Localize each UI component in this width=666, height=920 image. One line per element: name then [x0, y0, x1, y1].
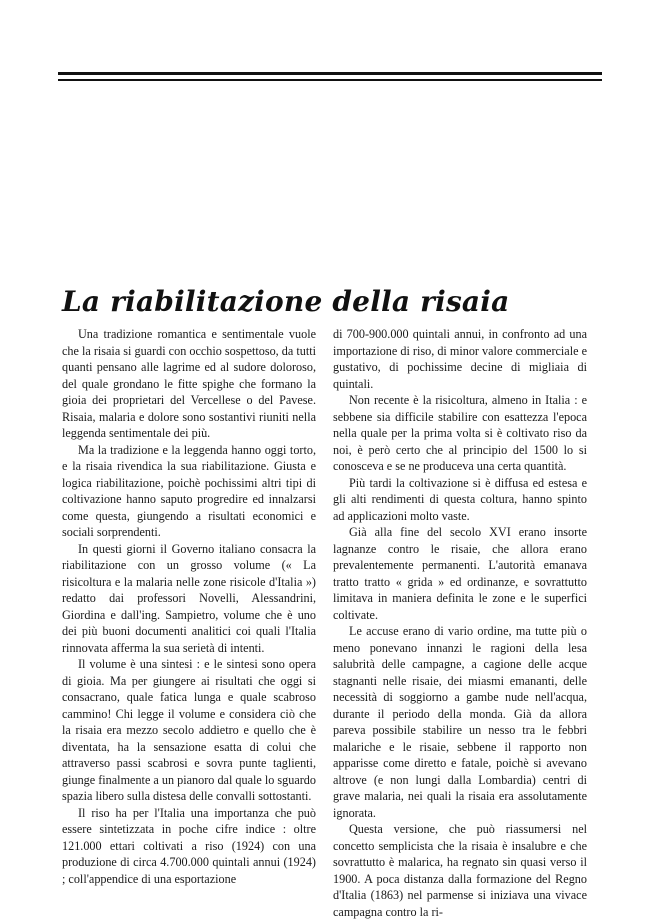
paragraph: Il riso ha per l'Italia una importanza che può essere sintetizzata in poche cifre indice : oltre 121.000 ettari coltivati a riso (1924) con una produzione di circa 4.700.000 quintali annui (1924) ; coll'appendice di una esportazione — [62, 805, 316, 886]
paragraph: Più tardi la coltivazione si è diffusa ed estesa e gli alti rendimenti di questa coltura, hanno spinto ad applicazioni molto vaste. — [333, 475, 587, 523]
paragraph: Ma la tradizione e la leggenda hanno oggi torto, e la risaia rivendica la sua riabilitazione. Giusta e logica riabilitazione, poichè pochissimi altri tipi di coltivazione hanno saputo progredire ed innalzarsi come questa, giungendo a risultati economici e sociali sorprendenti. — [62, 442, 316, 539]
paragraph: In questi giorni il Governo italiano consacra la riabilitazione con un grosso volume (« La risicoltura e la malaria nelle zone risicole d'Italia ») redatto dai professori Novelli, Alessandrini, Giordina e dall'ing. Sampietro, volume che è uno dei più buoni documenti analitici coi quali l'Italia rinnovata afferma la sua serietà di intenti. — [62, 541, 316, 655]
paragraph: Questa versione, che può riassumersi nel concetto semplicista che la risaia è insalubre e che sovrattutto è malarica, ha regnato sin quasi verso il 1900. A poca distanza dalla formazione del Regno d'Italia (1863) nel parmense si iniziava una vivace campagna contro la ri- — [333, 822, 587, 919]
header-rule-bottom — [58, 79, 602, 81]
paragraph: Le accuse erano di vario ordine, ma tutte più o meno ponevano innanzi le ragioni della lesa salubrità delle campagne, a cagione delle acque stagnanti nelle risaie, dei miasmi emananti, delle necessità di soggiorno a gambe nude nell'acqua, durante il periodo della monda. Già da allora pareva possibile stabilire un nesso tra le febbri malariche e le risaie, sebbene il rapporto non apparisse come diretto e fatale, poichè si avevano altrove (e non lungi dalla Lombardia) centri di grave malaria, nei quali la risaia era assolutamente ignorata. — [333, 624, 587, 820]
paragraph: di 700-900.000 quintali annui, in confronto ad una importazione di riso, di minor valore commerciale e gustativo, di pochissime decine di migliaia di quintali. — [333, 327, 587, 391]
article-column-left — [62, 326, 316, 887]
article-column-right — [333, 326, 587, 920]
paragraph: Già alla fine del secolo XVI erano insorte lagnanze contro le risaie, che allora erano prevalentemente permanenti. L'autorità emanava tratto tratto « grida » ed ordinanze, e sovrattutto limitava in maniera definita le zone e le superfici coltivate. — [333, 525, 587, 622]
article-title: La riabilitazione della risaia — [62, 284, 510, 318]
paragraph: Una tradizione romantica e sentimentale vuole che la risaia si guardi con occhio sospettoso, da tutti quanti pensano alle lagrime ed al sudore doloroso, del quale grondano le fitte spighe che formano la gioia dei proprietari del Vercellese o del Pavese. Risaia, malaria e dolore sono sostantivi riuniti nella leggenda sentimentale dei più. — [62, 327, 316, 440]
header-rule-top — [58, 72, 602, 75]
paragraph: Non recente è la risicoltura, almeno in Italia : e sebbene sia difficile stabilire con esattezza l'epoca nella quale per la prima volta si è coltivato riso da noi, è però certo che al principio del 1500 lo si conosceva e se ne produceva una certa quantità. — [333, 393, 587, 473]
paragraph: Il volume è una sintesi : e le sintesi sono opera di gioia. Ma per giungere ai risultati che oggi si consacrano, quale fatica lunga e quale scabroso cammino! Chi legge il volume e considera ciò che la risaia era mezzo secolo addietro e quello che è diventata, ha la sensazione esatta di colui che attraverso passi scabrosi e sovra punte taglienti, giunge finalmente a un pianoro dal quale lo sguardo spazia libero sulla distesa delle convalli sottostanti. — [62, 657, 316, 803]
